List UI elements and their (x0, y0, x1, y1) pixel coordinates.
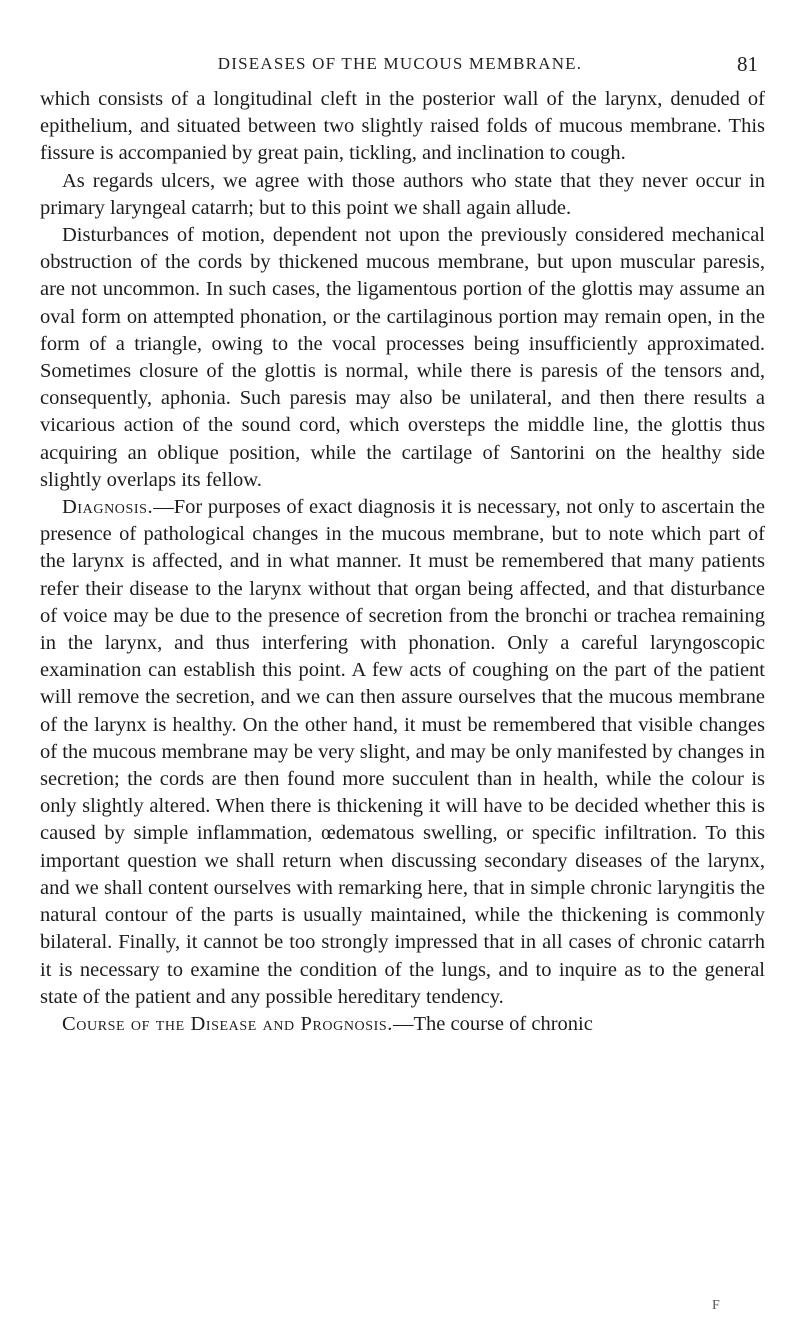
paragraph-diagnosis (40, 494, 765, 1011)
paragraph-text: Disturbances of motion, dependent not upon the previously considered mechanical obstruction of the cords by thickened mucous membrane, but upon muscular paresis, are not uncommon. In such cases, the ligamentous portion of the glottis may assume an oval form on attempted phonation, or the cartilaginous portion may remain open, in the form of a triangle, owing to the vocal processes being insufficiently approximated. Sometimes closure of the glottis is normal, while there is paresis of the tensors and, consequently, aphonia. Such paresis may also be unilateral, and then there results a vicarious action of the sound cord, which oversteps the middle line, the glottis thus acquiring an oblique position, while the cartilage of Santorini on the healthy side slightly overlaps its fellow. (40, 224, 765, 491)
paragraph-fissure (40, 86, 765, 168)
section-heading-course: Course of the Disease and Prognosis. (62, 1012, 394, 1035)
paragraph-course (40, 1011, 765, 1038)
running-title: DISEASES OF THE MUCOUS MEMBRANE. (217, 54, 583, 73)
page-number: 81 (737, 52, 758, 76)
paragraph-text: As regards ulcers, we agree with those authors who state that they never occur in primary laryngeal catarrh; but to this point we shall again allude. (40, 169, 765, 219)
paragraph-text: —The course of chronic (393, 1012, 593, 1035)
paragraph-text: —For purposes of exact diagnosis it is necessary, not only to ascertain the presence of pathological changes in the mucous membrane, but to note which part of the larynx is affected, and in what manner. It must be remembered that many patients refer their disease to the larynx without that organ being affected, and that disturbance of voice may be due to the presence of secretion from the bronchi or trachea remaining in the larynx, and thus interfering with phonation. Only a careful laryngoscopic examination can establish this point. A few acts of coughing on the part of the patient will remove the secretion, and we can then assure ourselves that the mucous membrane of the larynx is healthy. On the other hand, it must be remembered that visible changes of the mucous membrane may be very slight, and may be only manifested by changes in secretion; the cords are then found more succulent than in health, while the colour is only slightly altered. When there is thickening it will have to be decided whether this is caused by simple inflammation, œdematous swelling, or specific infiltration. To this important question we shall return when discussing secondary diseases of the larynx, and we shall content ourselves with remarking here, that in simple chronic laryngitis the natural contour of the parts is usually maintained, while the thickening is commonly bilateral. Finally, it cannot be too strongly impressed that in all cases of chronic catarrh it is necessary to examine the condition of the lungs, and to inquire as to the general state of the patient and any possible hereditary tendency. (40, 496, 765, 1008)
signature-mark: F (712, 1298, 720, 1313)
body-text (40, 86, 765, 1038)
running-head (40, 54, 760, 76)
section-heading-diagnosis: Diagnosis. (62, 496, 154, 519)
paragraph-motion-disturbances (40, 222, 765, 494)
paragraph-text: which consists of a longitudinal cleft in the posterior wall of the larynx, denuded of epithelium, and situated between two slightly raised folds of mucous membrane. This fissure is accompanied by great pain, tickling, and inclination to cough. (40, 88, 765, 165)
paragraph-ulcers (40, 168, 765, 222)
